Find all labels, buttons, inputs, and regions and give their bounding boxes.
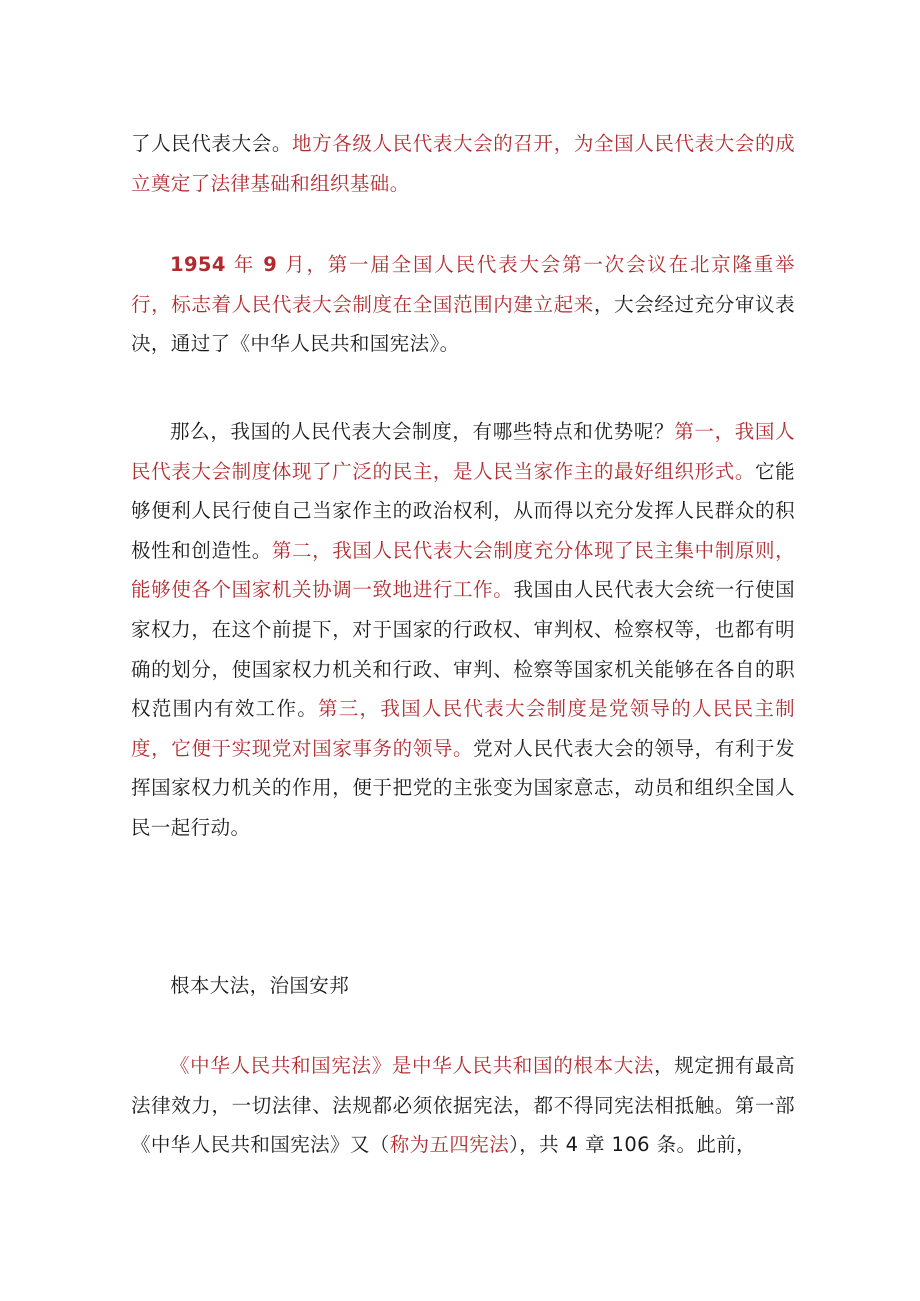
paragraph-features-advantages xyxy=(131,412,795,848)
section-heading xyxy=(170,966,570,1006)
highlight-text-run: 第二，我国人民代表大会制度充分体现了民主集中制原则，能够使各个国家机关协调一致地进行工作。 xyxy=(131,538,795,602)
year-text: 1954 xyxy=(170,253,226,276)
text-run: ，大会经过充分审议表决，通过了《中华人民共和国宪法》。 xyxy=(131,292,795,356)
highlight-text-run: 地方各级人民代表大会的召开，为全国人民代表大会的成立奠定了法律基础和组织基础。 xyxy=(131,132,795,195)
highlight-text-run: 第一，我国人民代表大会制度体现了广泛的民主，是人民当家作主的最好组织形式。 xyxy=(131,420,795,483)
text-run: ），共 4 章 106 条。此前， xyxy=(509,1133,757,1157)
text-run: 我国由人民代表大会统一行使国家权力，在这个前提下，对于国家的行政权、审判权、检察权等，也都有明确的划分，使国家权力机关和行政、审判、检察等国家机关能够在各自的职权范围内有效工作。 xyxy=(131,578,795,721)
month-text: 9 xyxy=(263,253,278,276)
text-run: 它能够便利人民行使自己当家作主的政治权利，从而得以充分发挥人民群众的积极性和创造性。 xyxy=(131,459,795,562)
highlight-text-run: 第三，我国人民代表大会制度是党领导的人民民主制度，它便于实现党对国家事务的领导。 xyxy=(131,697,795,760)
text-run: 那么，我国的人民代表大会制度，有哪些特点和优势呢？ xyxy=(170,420,675,443)
paragraph-constitution xyxy=(131,1046,795,1165)
paragraph-1954-congress xyxy=(131,245,795,364)
highlight-text-run: 月，第一届全国人民代表大会第一次会议在北京隆重举行，标志着人民代表大会制度在全国范围内建立起来 xyxy=(131,253,795,316)
text-run: 党对人民代表大会的领导，有利于发挥国家权力机关的作用，便于把党的主张变为国家意志，动员和组织全国人民一起行动。 xyxy=(131,736,795,839)
text-run: 年 xyxy=(225,253,264,276)
text-run: ，规定拥有最高法律效力，一切法律、法规都必须依据宪法，都不得同宪法相抵触。第一部《中华人民共和国宪法》又（ xyxy=(131,1054,795,1157)
highlight-text-run: 《中华人民共和国宪法》是中华人民共和国的根本大法 xyxy=(170,1054,655,1077)
highlight-text-run: 称为五四宪法 xyxy=(389,1133,510,1157)
paragraph-npc-founding xyxy=(131,124,795,203)
text-run: 了人民代表大会。 xyxy=(131,132,293,155)
heading-text: 根本大法，治国安邦 xyxy=(170,974,350,997)
